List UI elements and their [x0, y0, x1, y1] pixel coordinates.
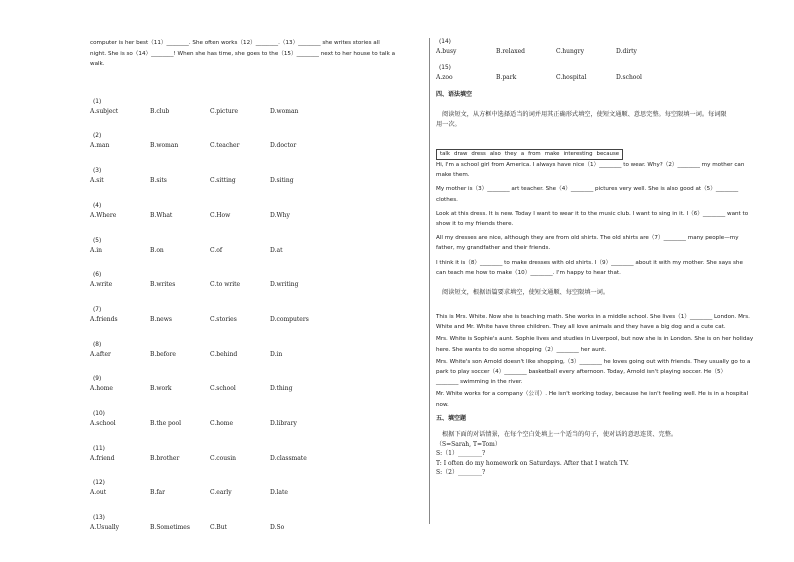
instruction-line: 阅读短文，根据语篇要求填空，使短文通顺、每空限填一词。: [442, 289, 610, 297]
passage-line: Mr. White works for a company（公司）. He isn't working today, because he isn't feeling well. He is in a hospital: [436, 391, 749, 398]
answer-option: B.news: [150, 315, 172, 323]
passage-line: night. She is so（14）________! When she has time, she goes to the（15）________ next to her house to talk a: [90, 50, 396, 57]
question-block: [90, 375, 420, 393]
passage-line: ________ swimming in the river.: [436, 379, 523, 386]
word-box-item: interesting: [563, 151, 593, 157]
answer-option: C.hungry: [556, 48, 584, 55]
passage-line: clothes.: [436, 196, 458, 203]
question-number: (11): [93, 445, 105, 452]
question-block: [90, 410, 420, 428]
option-row: [90, 246, 420, 255]
answer-option: B.far: [150, 489, 165, 497]
word-box: [436, 149, 623, 160]
answer-option: A.school: [90, 419, 116, 427]
dialog-line: （S=Sarah, T=Tom）: [436, 440, 501, 448]
question-number: (2): [93, 133, 102, 140]
question-block: [90, 514, 420, 532]
answer-option: A.out: [90, 489, 107, 497]
answer-option: C.cousin: [210, 454, 236, 462]
answer-option: A.zoo: [436, 74, 453, 81]
section-instructions: 根据下面的对话情景，在每个空白处填上一个适当的句子，使对话的意思连贯、完整。: [442, 430, 678, 438]
answer-option: A.home: [90, 385, 113, 393]
passage-line: walk.: [90, 61, 105, 68]
question-block: [90, 98, 420, 116]
answer-option: D.thing: [270, 385, 293, 393]
passage-line: White and Mr. White have three children. They all love animals and they have a big dog and a cute cat.: [436, 324, 726, 331]
dialog: [436, 440, 766, 478]
section-heading: 五、填空题: [436, 414, 467, 422]
answer-option: C.But: [210, 524, 227, 532]
answer-option: D.computers: [270, 315, 309, 323]
answer-option: D.So: [270, 524, 285, 532]
answer-option: B.park: [496, 74, 517, 81]
answer-option: C.teacher: [210, 142, 240, 150]
answer-option: C.of: [210, 246, 223, 254]
word-box-row: [436, 140, 766, 160]
question-block: [90, 132, 420, 150]
answer-option: B.before: [150, 350, 176, 358]
answer-option: D.dirty: [616, 48, 637, 55]
answer-option: C.early: [210, 489, 232, 497]
word-box-item: they: [504, 151, 517, 157]
answer-option: D.Why: [270, 211, 290, 219]
answer-option: D.at: [270, 246, 283, 254]
passage-line: here. She wants to do some shopping（2）________ her aunt.: [436, 346, 607, 353]
passage-line: All my dresses are nice, although they are from old shirts. The old shirts are（7）________ many people—my: [436, 235, 739, 242]
word-box-item: make: [544, 151, 560, 157]
answer-option: C.behind: [210, 350, 238, 358]
option-row: [90, 419, 420, 428]
reading-passage: [436, 312, 766, 410]
question-block: [90, 271, 420, 289]
question-block: [436, 38, 766, 56]
answer-option: D.in: [270, 350, 283, 358]
question-block: [90, 306, 420, 324]
option-row: [90, 176, 420, 185]
section-heading: 四、语法填空: [436, 91, 473, 98]
word-box-item: dress: [471, 151, 486, 157]
question-number: (6): [93, 272, 102, 279]
answer-option: B.writes: [150, 281, 176, 289]
answer-option: C.picture: [210, 107, 239, 115]
option-row: [90, 315, 420, 324]
passage-line: now.: [436, 401, 449, 408]
answer-option: A.Where: [90, 211, 117, 219]
passage-line: Mrs. White's son Arnold doesn't like shopping,（3）________ he loves going out with friends. They usually go to a: [436, 358, 751, 365]
answer-option: C.hospital: [556, 74, 587, 81]
passage-line: park to play soccer（4）________ basketball every afternoon. Today, Arnold isn't playing soccer. He（5）: [436, 369, 727, 376]
answer-option: A.write: [90, 281, 113, 289]
answer-option: A.man: [90, 142, 110, 150]
option-row: [90, 280, 420, 289]
passage-line: show it to my friends there.: [436, 221, 514, 228]
question-block: [90, 237, 420, 255]
answer-option: A.after: [90, 350, 111, 358]
word-box-item: from: [528, 151, 541, 157]
question-list: [90, 98, 420, 532]
option-row: [90, 350, 420, 359]
question-number: (15): [439, 65, 451, 71]
option-row: [90, 523, 420, 532]
question-list: [436, 38, 766, 82]
answer-option: A.friend: [90, 454, 115, 462]
question-number: (12): [93, 480, 105, 487]
option-row: [436, 47, 766, 56]
answer-option: D.library: [270, 419, 297, 427]
answer-option: B.What: [150, 211, 173, 219]
question-number: (13): [93, 515, 105, 522]
word-box-item: a: [520, 151, 525, 157]
passage-line: father, my grandfather and their friends.: [436, 245, 551, 252]
question-block: [90, 445, 420, 463]
dialog-line: S:（2）________?: [436, 469, 486, 477]
question-block: [90, 202, 420, 220]
grammar-passage: [436, 160, 766, 278]
word-box-item: because: [596, 151, 620, 157]
answer-option: B.Sometimes: [150, 524, 190, 532]
answer-option: B.sits: [150, 177, 167, 185]
answer-option: B.club: [150, 107, 170, 115]
option-row: [90, 141, 420, 150]
left-column: [90, 38, 420, 549]
answer-option: B.on: [150, 246, 164, 254]
question-number: (9): [93, 376, 102, 383]
passage-line: This is Mrs. White. Now she is teaching math. She works in a middle school. She lives（1）________ London. Mrs.: [436, 314, 750, 321]
option-row: [90, 107, 420, 116]
passage-line: I think it is（8）________ to make dresses with old shirts. I（9）________ about it with my mother. She says she: [436, 259, 743, 266]
question-block: [436, 64, 766, 82]
passage-line: Look at this dress. It is new. Today I want to wear it to the music club. I want to sing in it. I（6）________ want to: [436, 210, 749, 217]
question-number: (8): [93, 341, 102, 348]
question-number: (10): [93, 410, 105, 417]
answer-option: D.writing: [270, 281, 299, 289]
answer-option: C.stories: [210, 315, 237, 323]
answer-option: C.home: [210, 419, 234, 427]
question-number: (4): [93, 202, 102, 209]
answer-option: C.sitting: [210, 177, 236, 185]
word-box-item: talk: [440, 151, 451, 157]
answer-option: C.school: [210, 385, 236, 393]
option-row: [90, 488, 420, 497]
question-number: (14): [439, 39, 451, 45]
option-row: [436, 73, 766, 82]
answer-option: A.friends: [90, 315, 118, 323]
answer-option: C.How: [210, 211, 231, 219]
instruction-line: 用一次。: [436, 121, 461, 128]
word-box-item: also: [489, 151, 501, 157]
question-block: [90, 479, 420, 497]
answer-option: D.doctor: [270, 142, 297, 150]
answer-option: A.subject: [90, 107, 119, 115]
answer-option: D.classmate: [270, 454, 307, 462]
answer-option: D.school: [616, 74, 642, 81]
answer-option: D.woman: [270, 107, 299, 115]
column-divider: [429, 38, 430, 524]
option-row: [90, 454, 420, 463]
section-instructions: [436, 288, 766, 298]
answer-option: A.sit: [90, 177, 104, 185]
dialog-line: S:（1）________?: [436, 450, 486, 458]
answer-option: A.busy: [436, 48, 457, 55]
word-box-item: draw: [454, 151, 468, 157]
question-number: (5): [93, 237, 102, 244]
answer-option: A.Usually: [90, 524, 120, 532]
option-row: [90, 211, 420, 220]
right-column: [436, 38, 766, 478]
reading-passage-tail: [90, 38, 420, 70]
passage-line: computer is her best（11）________. She often works（12）________.（13）________ she writes stories all: [90, 40, 380, 46]
passage-line: Hi, I'm a school girl from America. I always have nice（1）________ to wear. Why?（2）________ my mother can: [436, 162, 745, 168]
answer-option: B.brother: [150, 454, 180, 462]
answer-option: B.relaxed: [496, 48, 526, 55]
question-block: [90, 341, 420, 359]
answer-option: A.in: [90, 246, 103, 254]
answer-option: D.late: [270, 489, 288, 497]
section-instructions: [436, 110, 766, 130]
dialog-line: T: I often do my homework on Saturdays. After that I watch TV.: [436, 459, 629, 467]
question-number: (3): [93, 168, 102, 175]
passage-line: My mother is（3）________ art teacher. She（4）________ pictures very well. She is also good at（5）________: [436, 186, 739, 193]
answer-option: B.work: [150, 385, 172, 393]
question-block: [90, 167, 420, 185]
question-number: (1): [93, 98, 102, 105]
answer-option: D.siting: [270, 177, 294, 185]
option-row: [90, 384, 420, 393]
passage-line: make them.: [436, 172, 470, 179]
passage-line: can teach me how to make（10）________. I'm happy to hear that.: [436, 269, 621, 276]
question-number: (7): [93, 306, 102, 313]
passage-line: Mrs. White is Sophie's aunt. Sophie lives and studies in Liverpool, but now she is in London. She is on her holiday: [436, 336, 754, 343]
answer-option: B.the pool: [150, 419, 182, 427]
instruction-line: 阅读短文，从方框中选择适当的词并用其正确形式填空，使短文通顺、意思完整。每空限填一词。每词限: [442, 111, 727, 118]
answer-option: C.to write: [210, 281, 241, 289]
answer-option: B.woman: [150, 142, 179, 150]
